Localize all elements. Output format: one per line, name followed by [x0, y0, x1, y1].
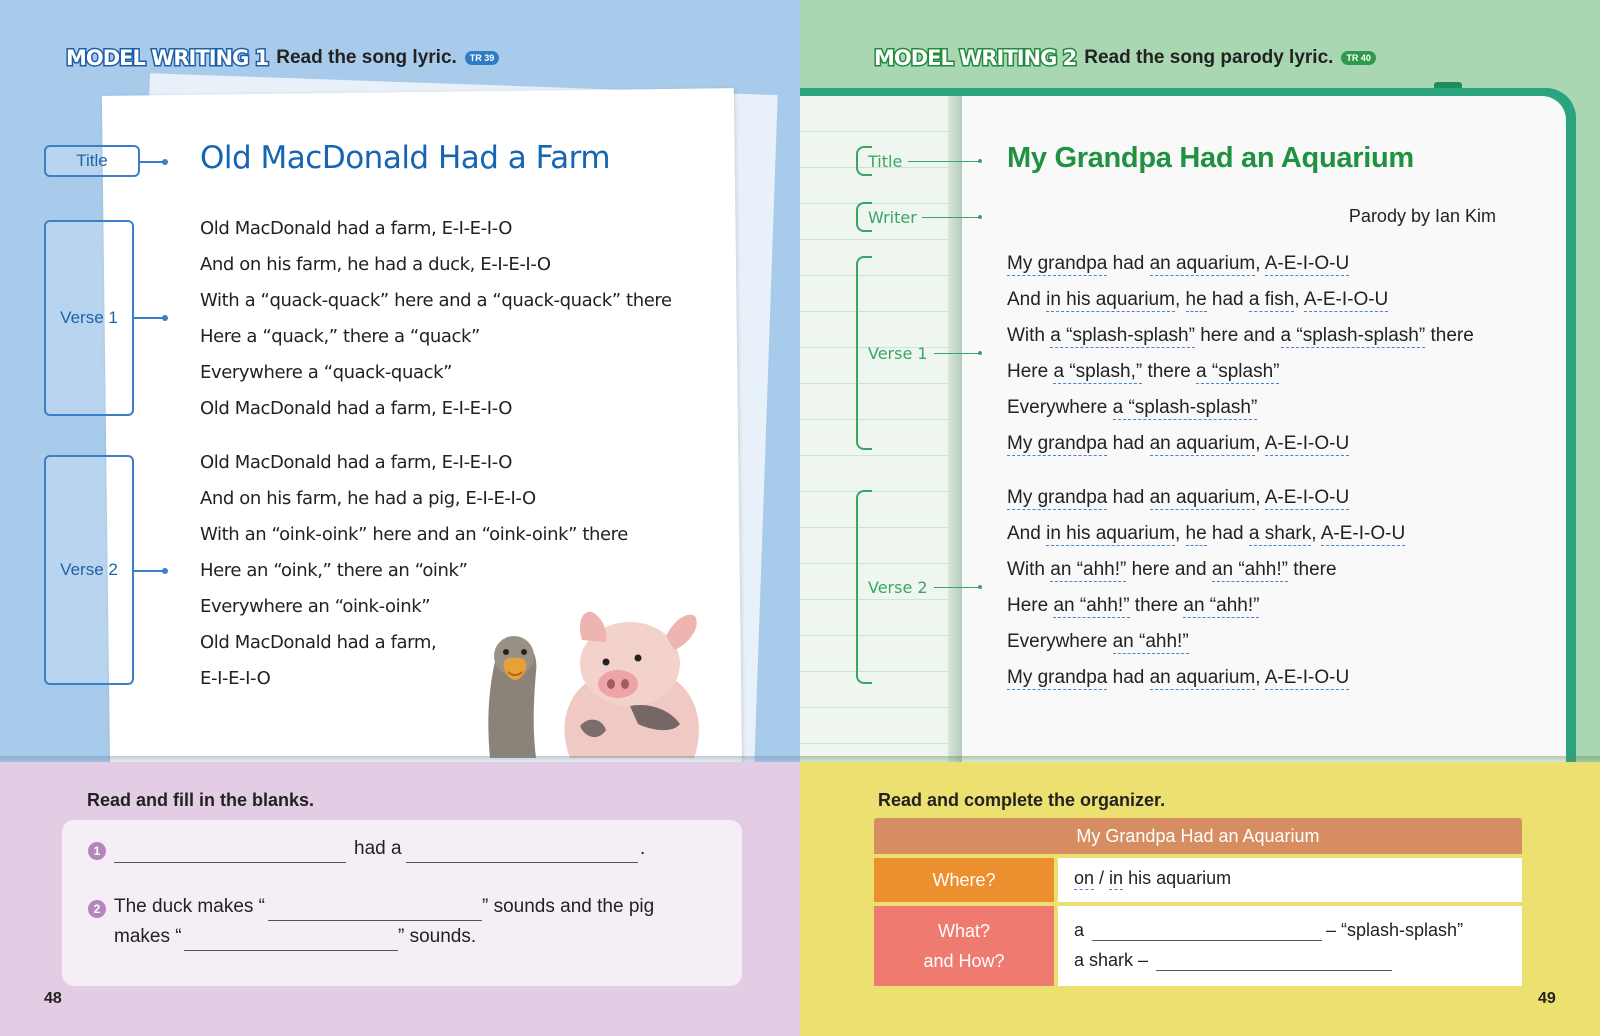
writer-arrow [922, 217, 980, 218]
what-line1-a: a [1074, 920, 1085, 940]
page-number: 48 [44, 990, 62, 1007]
model-writing-1-header [66, 46, 499, 70]
header-instruction: Read the song lyric. [276, 47, 457, 68]
header-instruction: Read the song parody lyric. [1084, 47, 1334, 68]
where-value: on / in his aquarium [1058, 858, 1522, 902]
verse2-line: My grandpa had an aquarium, A-E-I-O-U [1007, 487, 1350, 508]
where-key: Where? [874, 858, 1054, 902]
organizer-title: My Grandpa Had an Aquarium [874, 818, 1522, 854]
notebook-left-page [800, 96, 960, 764]
verse2-arrow [134, 570, 166, 572]
q2-text-a: The duck makes “ [114, 896, 265, 917]
verse1-arrow [134, 317, 166, 319]
q2-text-b: ” sounds and the pig [482, 896, 655, 917]
q2-text-d: ” sounds. [398, 926, 477, 947]
what-how-value [1058, 906, 1522, 986]
verse1-line: Here a “quack,” there a “quack” [200, 326, 480, 347]
verse2-label-box [44, 455, 134, 685]
verse2-line: With an “ahh!” here and an “ahh!” there [1007, 559, 1337, 580]
verse1-label: Verse 1 [60, 308, 118, 327]
right-page [800, 0, 1600, 1036]
model-writing-label: MODEL WRITING 1 [66, 46, 269, 70]
notebook-right-page [962, 96, 1566, 764]
verse1-line: Everywhere a “splash-splash” [1007, 397, 1258, 418]
story-organizer [874, 818, 1522, 986]
verse1-label: Verse 1 [868, 344, 928, 363]
verse2-line: And on his farm, he had a pig, E-I-E-I-O [200, 488, 536, 509]
q1-text-end: . [640, 838, 646, 859]
song-title: Old MacDonald Had a Farm [200, 140, 611, 176]
what-how-key: What? and How? [874, 906, 1054, 986]
what-line1-b: – “splash-splash” [1326, 920, 1464, 940]
model-writing-label: MODEL WRITING 2 [874, 46, 1077, 70]
verse2-line: And in his aquarium, he had a shark, A-E-I-O-U [1007, 523, 1406, 544]
verse2-line: Old MacDonald had a farm, E-I-E-I-O [200, 452, 513, 473]
title-arrow [140, 161, 166, 163]
verse1-line: And in his aquarium, he had a fish, A-E-I-O-U [1007, 289, 1389, 310]
verse1-line: Here a “splash,” there a “splash” [1007, 361, 1280, 382]
question-2-number: 2 [88, 900, 106, 918]
title-arrow [908, 161, 980, 162]
notebook-spine [948, 96, 962, 764]
audio-track-badge[interactable]: TR 40 [1341, 51, 1376, 65]
verse2-line: Here an “ahh!” there an “ahh!” [1007, 595, 1260, 616]
q1-blank-2[interactable] [406, 862, 638, 863]
verse1-line: Old MacDonald had a farm, E-I-E-I-O [200, 398, 513, 419]
organizer-instruction: Read and complete the organizer. [878, 790, 1166, 810]
verse2-label: Verse 2 [60, 560, 118, 579]
verse2-line: Old MacDonald had a farm, [200, 632, 437, 653]
question-1-number: 1 [88, 842, 106, 860]
fill-blanks-box [62, 820, 742, 986]
q2-blank-2[interactable] [184, 950, 398, 951]
organizer-where-row [874, 858, 1522, 902]
verse1-line: And on his farm, he had a duck, E-I-E-I-O [200, 254, 551, 275]
verse1-line: With a “splash-splash” here and a “splash-splash” there [1007, 325, 1474, 346]
verse1-line: My grandpa had an aquarium, A-E-I-O-U [1007, 433, 1350, 454]
verse1-line: Everywhere a “quack-quack” [200, 362, 453, 383]
organizer-what-row [874, 906, 1522, 986]
verse2-line: Everywhere an “oink-oink” [200, 596, 431, 617]
title-label: Title [76, 151, 108, 170]
verse2-line: E-I-E-I-O [200, 668, 271, 689]
song-title: My Grandpa Had an Aquarium [1007, 142, 1414, 174]
verse1-line: Old MacDonald had a farm, E-I-E-I-O [200, 218, 513, 239]
verse1-line: With a “quack-quack” here and a “quack-quack” there [200, 290, 672, 311]
audio-track-badge[interactable]: TR 39 [465, 51, 500, 65]
verse2-arrow [934, 587, 980, 588]
duck-and-pig-illustration [480, 606, 710, 758]
q2-blank-1[interactable] [268, 920, 482, 921]
what-line2-a: a shark – [1074, 950, 1149, 970]
verse1-label-box [44, 220, 134, 416]
verse1-arrow [934, 353, 980, 354]
q1-text-mid: had a [354, 838, 402, 859]
title-label: Title [868, 152, 903, 171]
where-option-on[interactable]: on [1074, 868, 1095, 888]
q2-text-c: makes “ [114, 926, 182, 947]
verse2-line: With an “oink-oink” here and an “oink-oink” there [200, 524, 628, 545]
fill-blanks-instruction: Read and fill in the blanks. [87, 790, 315, 810]
title-label-box [44, 145, 140, 177]
verse2-line: Here an “oink,” there an “oink” [200, 560, 468, 581]
writer-name: Parody by Ian Kim [1348, 206, 1496, 226]
pig-icon [564, 612, 698, 758]
model-writing-2-header [874, 46, 1376, 70]
verse2-line: Everywhere an “ahh!” [1007, 631, 1189, 652]
verse2-label: Verse 2 [868, 578, 928, 597]
what-blank-1[interactable] [1092, 940, 1322, 941]
page-number: 49 [1538, 990, 1556, 1007]
verse1-line: My grandpa had an aquarium, A-E-I-O-U [1007, 253, 1350, 274]
what-blank-2[interactable] [1156, 970, 1392, 971]
writer-label: Writer [868, 208, 917, 227]
duck-icon [488, 636, 536, 758]
verse2-line: My grandpa had an aquarium, A-E-I-O-U [1007, 667, 1350, 688]
where-option-in[interactable]: in [1109, 868, 1124, 888]
q1-blank-1[interactable] [114, 862, 346, 863]
